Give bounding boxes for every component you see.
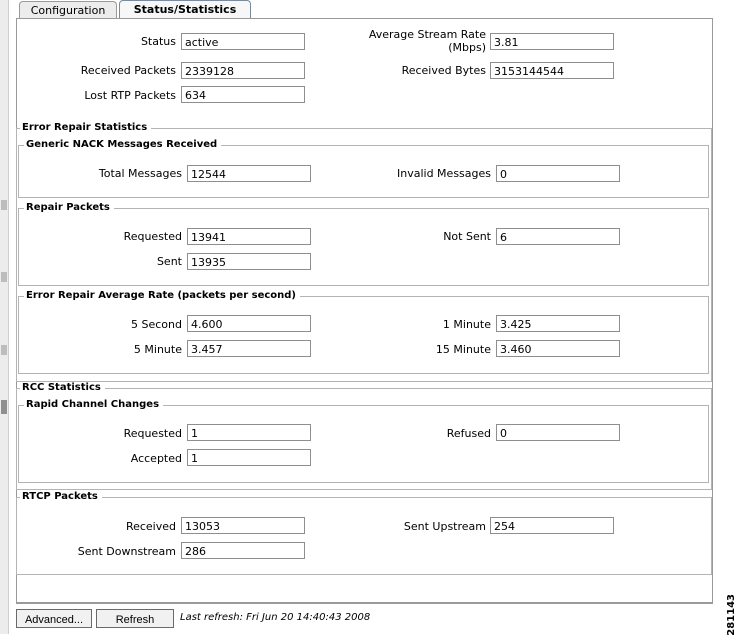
received-bytes-field[interactable]: 3153144544: [490, 62, 614, 79]
splitter-arrow-icon[interactable]: [1, 400, 7, 414]
sent-downstream-label: Sent Downstream: [77, 545, 176, 558]
rtcp-received-label: Received: [125, 520, 176, 533]
lost-rtp-packets-field[interactable]: 634: [181, 86, 305, 103]
rtcp-section: [16, 497, 712, 575]
error-repair-title: Error Repair Statistics: [20, 122, 151, 133]
status-label: Status: [140, 35, 176, 48]
received-bytes-label: Received Bytes: [401, 64, 486, 77]
refresh-button[interactable]: Refresh: [96, 609, 174, 628]
last-refresh-text: Last refresh: Fri Jun 20 14:40:43 2008: [180, 612, 371, 623]
footer-divider: [16, 602, 712, 603]
rtcp-title: RTCP Packets: [20, 491, 102, 502]
window-left-edge: [0, 0, 9, 634]
repair-packets-section: [18, 208, 709, 286]
rcc-refused-field[interactable]: 0: [496, 424, 620, 441]
tab-configuration[interactable]: Configuration: [19, 1, 117, 19]
figure-number: 281143: [726, 594, 737, 636]
avg-stream-rate-unit: (Mbps): [448, 41, 486, 54]
total-messages-field[interactable]: 12544: [187, 165, 311, 182]
sent-upstream-field[interactable]: 254: [490, 517, 614, 534]
nack-title: Generic NACK Messages Received: [24, 139, 221, 150]
rapid-channel-title: Rapid Channel Changes: [24, 399, 163, 410]
one-minute-label: 1 Minute: [442, 318, 491, 331]
edge-marker: [1, 200, 7, 210]
edge-marker: [1, 272, 7, 282]
avg-rate-section: [18, 296, 709, 374]
avg-stream-rate-label: Average Stream Rate: [368, 28, 486, 41]
rtcp-received-field[interactable]: 13053: [181, 517, 305, 534]
advanced-button[interactable]: Advanced...: [16, 609, 92, 628]
rapid-channel-section: [18, 405, 709, 483]
repair-requested-label: Requested: [123, 230, 182, 243]
rcc-requested-label: Requested: [123, 427, 182, 440]
rcc-requested-field[interactable]: 1: [187, 424, 311, 441]
rcc-accepted-label: Accepted: [130, 452, 182, 465]
received-packets-field[interactable]: 2339128: [181, 62, 305, 79]
not-sent-field[interactable]: 6: [496, 228, 620, 245]
fifteen-minute-field[interactable]: 3.460: [496, 340, 620, 357]
not-sent-label: Not Sent: [443, 230, 491, 243]
repair-sent-label: Sent: [156, 255, 182, 268]
repair-packets-title: Repair Packets: [24, 202, 114, 213]
invalid-messages-label: Invalid Messages: [397, 167, 491, 180]
status-field[interactable]: active: [181, 33, 305, 50]
repair-requested-field[interactable]: 13941: [187, 228, 311, 245]
five-second-field[interactable]: 4.600: [187, 315, 311, 332]
sent-downstream-field[interactable]: 286: [181, 542, 305, 559]
rcc-refused-label: Refused: [446, 427, 491, 440]
five-second-label: 5 Second: [131, 318, 182, 331]
tab-status-statistics[interactable]: Status/Statistics: [119, 0, 251, 20]
lost-rtp-packets-label: Lost RTP Packets: [84, 89, 176, 102]
edge-marker: [1, 345, 7, 355]
total-messages-label: Total Messages: [98, 167, 182, 180]
avg-rate-title: Error Repair Average Rate (packets per second): [24, 290, 300, 301]
sent-upstream-label: Sent Upstream: [403, 520, 486, 533]
repair-sent-field[interactable]: 13935: [187, 253, 311, 270]
invalid-messages-field[interactable]: 0: [496, 165, 620, 182]
fifteen-minute-label: 15 Minute: [435, 343, 491, 356]
rcc-title: RCC Statistics: [20, 382, 105, 393]
one-minute-field[interactable]: 3.425: [496, 315, 620, 332]
five-minute-label: 5 Minute: [133, 343, 182, 356]
rcc-accepted-field[interactable]: 1: [187, 449, 311, 466]
received-packets-label: Received Packets: [80, 64, 176, 77]
avg-stream-rate-field[interactable]: 3.81: [490, 33, 614, 50]
five-minute-field[interactable]: 3.457: [187, 340, 311, 357]
